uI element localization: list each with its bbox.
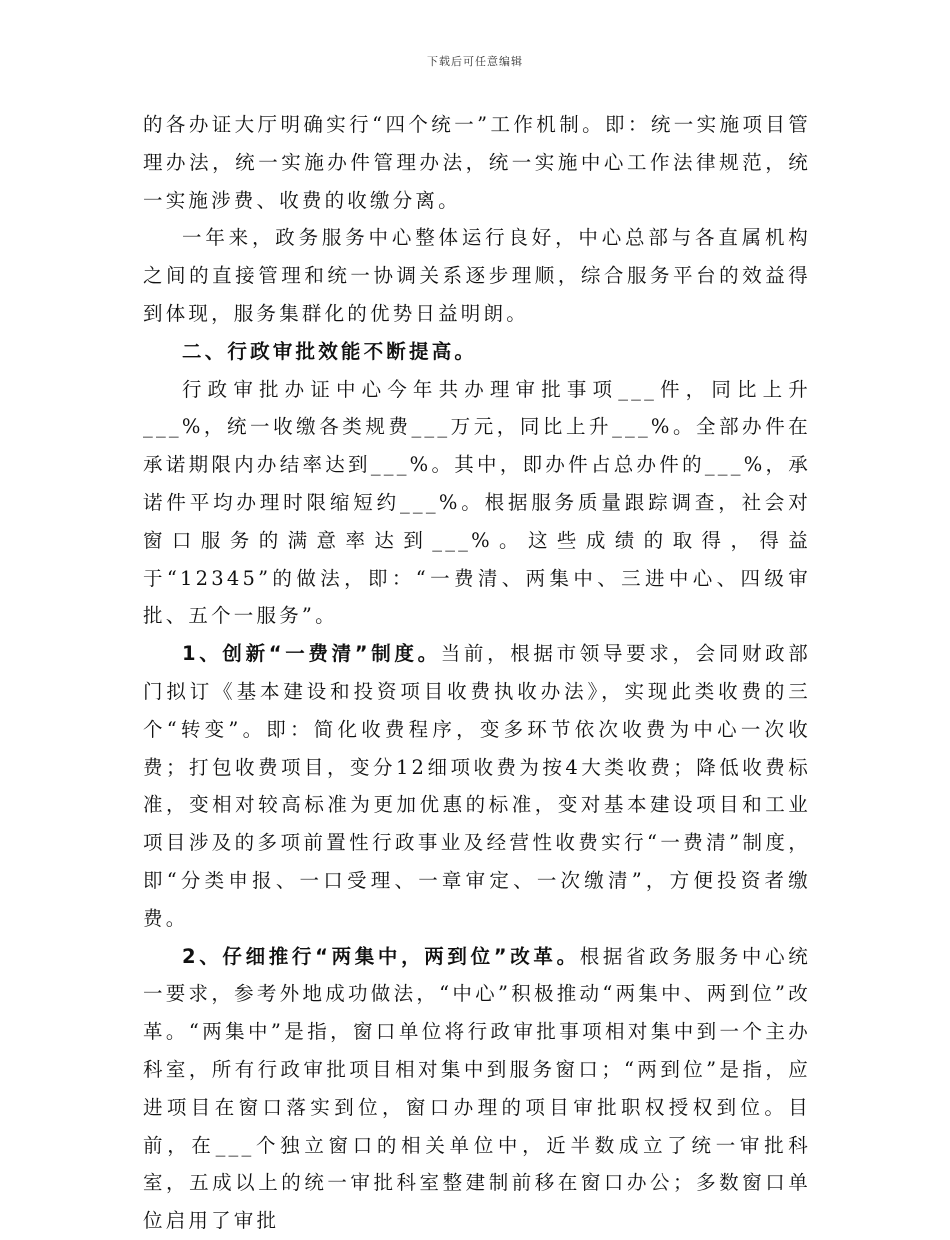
document-body [143,106,811,1240]
item-2-title: 2、仔细推行“两集中，两到位”改革。 [182,944,580,968]
item-1-title: 1、创新“一费清”制度。 [182,642,441,666]
paragraph-item-2 [143,938,811,1240]
item-2-body: 根据省政务服务中心统一要求，参考外地成功做法，“中心”积极推动“两集中、两到位”改革。“两集中”是指，窗口单位将行政审批事项相对集中到一个主办科室，所有行政审批项目相对集中到服务窗口；“两到位”是指，应进项目在窗口落实到位，窗口办理的项目审批职权授权到位。目前，在___个独立窗口的相关单位中，近半数成立了统一审批科室，五成以上的统一审批科室整建制前移在窗口办公；多数窗口单位启用了审批 [143,944,811,1233]
section-heading: 二、行政审批效能不断提高。 [182,339,478,363]
paragraph-item-1 [143,635,811,937]
paragraph-statistics: 行政审批办证中心今年共办理审批事项___件，同比上升___%，统一收缴各类规费___万元，同比上升___%。全部办件在承诺期限内办结率达到___%。其中，即办件占总办件的___%，承诺件平均办理时限缩短约___%。根据服务质量跟踪调查，社会对窗口服务的满意率达到___%。这些成绩的取得，得益于“12345”的做法，即：“一费清、两集中、三进中心、四级审批、五个一服务”。 [143,377,811,628]
paragraph-continuation: 的各办证大厅明确实行“四个统一”工作机制。即：统一实施项目管理办法，统一实施办件管理办法，统一实施中心工作法律规范，统一实施涉费、收费的收缴分离。 [143,113,811,212]
page-header: 下载后可任意编辑 [427,55,523,68]
item-1-body: 当前，根据市领导要求，会同财政部门拟订《基本建设和投资项目收费执收办法》，实现此类收费的三个“转变”。即：简化收费程序，变多环节依次收费为中心一次收费；打包收费项目，变分12细项收费为按4大类收费；降低收费标准，变相对较高标准为更加优惠的标准，变对基本建设项目和工业项目涉及的多项前置性行政事业及经营性收费实行“一费清”制度，即“分类申报、一口受理、一章审定、一次缴清”，方便投资者缴费。 [143,642,811,930]
paragraph-summary: 一年来，政务服务中心整体运行良好，中心总部与各直属机构之间的直接管理和统一协调关系逐步理顺，综合服务平台的效益得到体现，服务集群化的优势日益明朗。 [143,226,811,325]
